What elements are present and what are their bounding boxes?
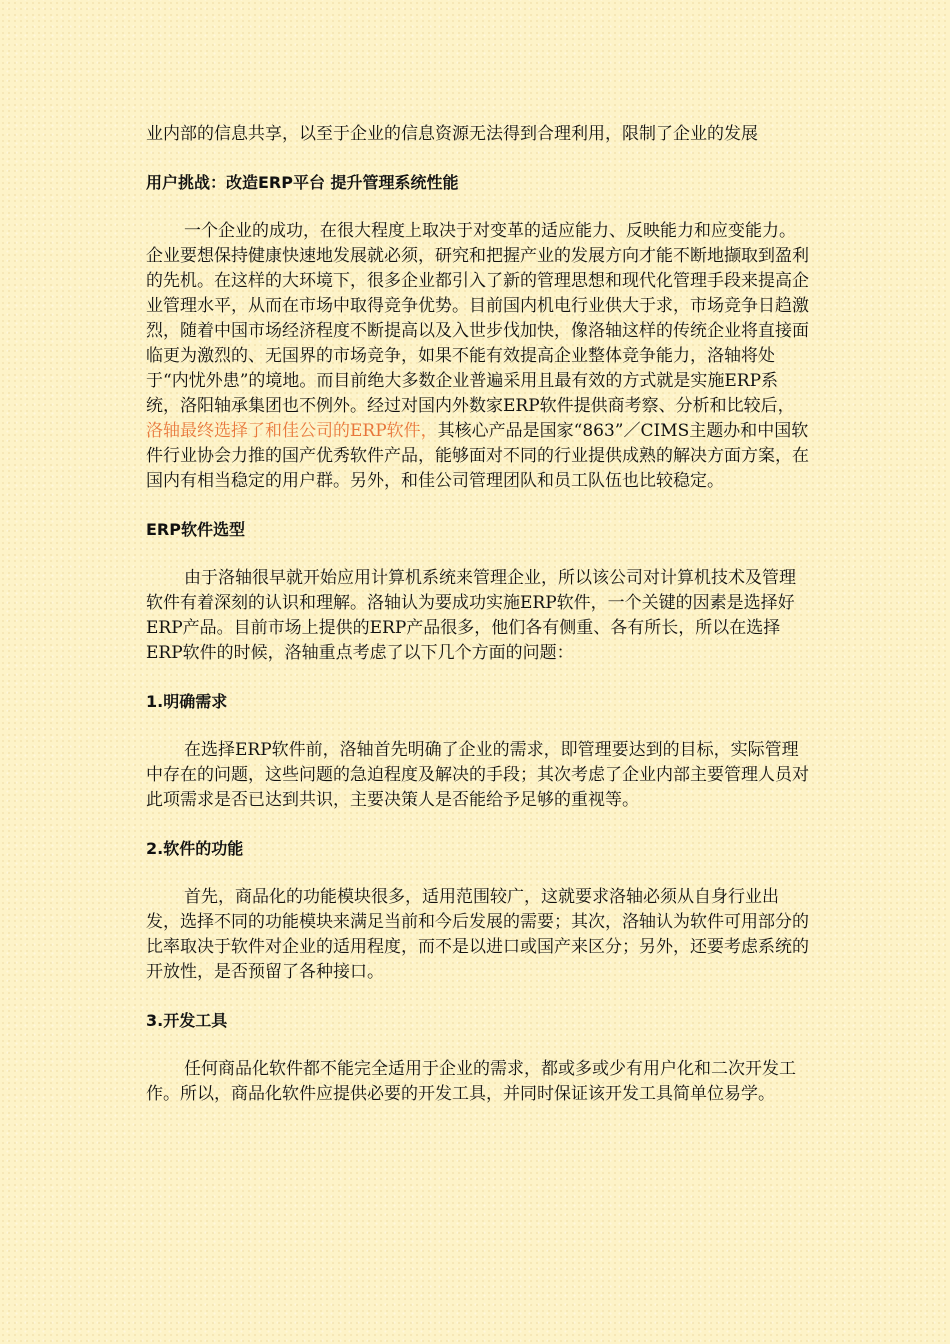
paragraph-requirements: 在选择ERP软件前，洛轴首先明确了企业的需求，即管理要达到的目标，实际管理中存在的问题，这些问题的急迫程度及解决的手段；其次考虑了企业内部主要管理人员对此项需求是否已达到共识，主要决策人是否能给予足够的重视等。 — [146, 740, 809, 810]
challenge-text-before: 一个企业的成功，在很大程度上取决于对变革的适应能力、反映能力和应变能力。企业要想保持健康快速地发展就必须，研究和把握产业的发展方向才能不断地撷取到盈利的先机。在这样的大环境下，很多企业都引入了新的管理思想和现代化管理手段来提高企业管理水平，从而在市场中取得竞争优势。目前国内机电行业供大于求，市场竞争日趋激烈，随着中国市场经济程度不断提高以及入世步伐加快，像洛轴这样的传统企业将直接面临更为激烈的、无国界的市场竞争，如果不能有效提高企业整体竞争能力，洛轴将处于“内忧外患”的境地。而目前绝大多数企业普遍采用且最有效的方式就是实施ERP系统，洛阳轴承集团也不例外。经过对国内外数家ERP软件提供商考察、分析和比较后， — [146, 221, 809, 416]
paragraph-software-functions: 首先，商品化的功能模块很多，适用范围较广，这就要求洛轴必须从自身行业出发，选择不同的功能模块来满足当前和今后发展的需要；其次，洛轴认为软件可用部分的比率取决于软件对企业的适用程度，而不是以进口或国产来区分；另外，还要考虑系统的开放性，是否预留了各种接口。 — [146, 887, 809, 982]
heading-requirements: 1.明确需求 — [146, 692, 228, 711]
heading-development-tools: 3.开发工具 — [146, 1011, 228, 1030]
challenge-text-after: 其核心产品是国家“863”／CIMS主题办和中国软件行业协会力推的国产优秀软件产品，能够面对不同的行业提供成熟的解决方面方案，在国内有相当稳定的用户群。另外，和佳公司管理团队和员工队伍也比较稳定。 — [146, 421, 809, 491]
intro-paragraph: 业内部的信息共享，以至于企业的信息资源无法得到合理利用，限制了企业的发展 — [146, 124, 758, 144]
heading-user-challenge: 用户挑战：改造ERP平台 提升管理系统性能 — [146, 173, 459, 192]
paragraph-user-challenge — [146, 219, 810, 494]
heading-software-functions: 2.软件的功能 — [146, 839, 244, 858]
paragraph-development-tools: 任何商品化软件都不能完全适用于企业的需求，都或多或少有用户化和二次开发工作。所以，商品化软件应提供必要的开发工具，并同时保证该开发工具简单位易学。 — [146, 1059, 796, 1104]
paragraph-erp-selection: 由于洛轴很早就开始应用计算机系统来管理企业，所以该公司对计算机技术及管理软件有着深刻的认识和理解。洛轴认为要成功实施ERP软件，一个关键的因素是选择好ERP产品。目前市场上提供的ERP产品很多，他们各有侧重、各有所长，所以在选择ERP软件的时候，洛轴重点考虑了以下几个方面的问题： — [146, 568, 796, 663]
highlighted-phrase: 洛轴最终选择了和佳公司的ERP软件， — [146, 421, 438, 441]
heading-erp-selection: ERP软件选型 — [146, 520, 245, 539]
